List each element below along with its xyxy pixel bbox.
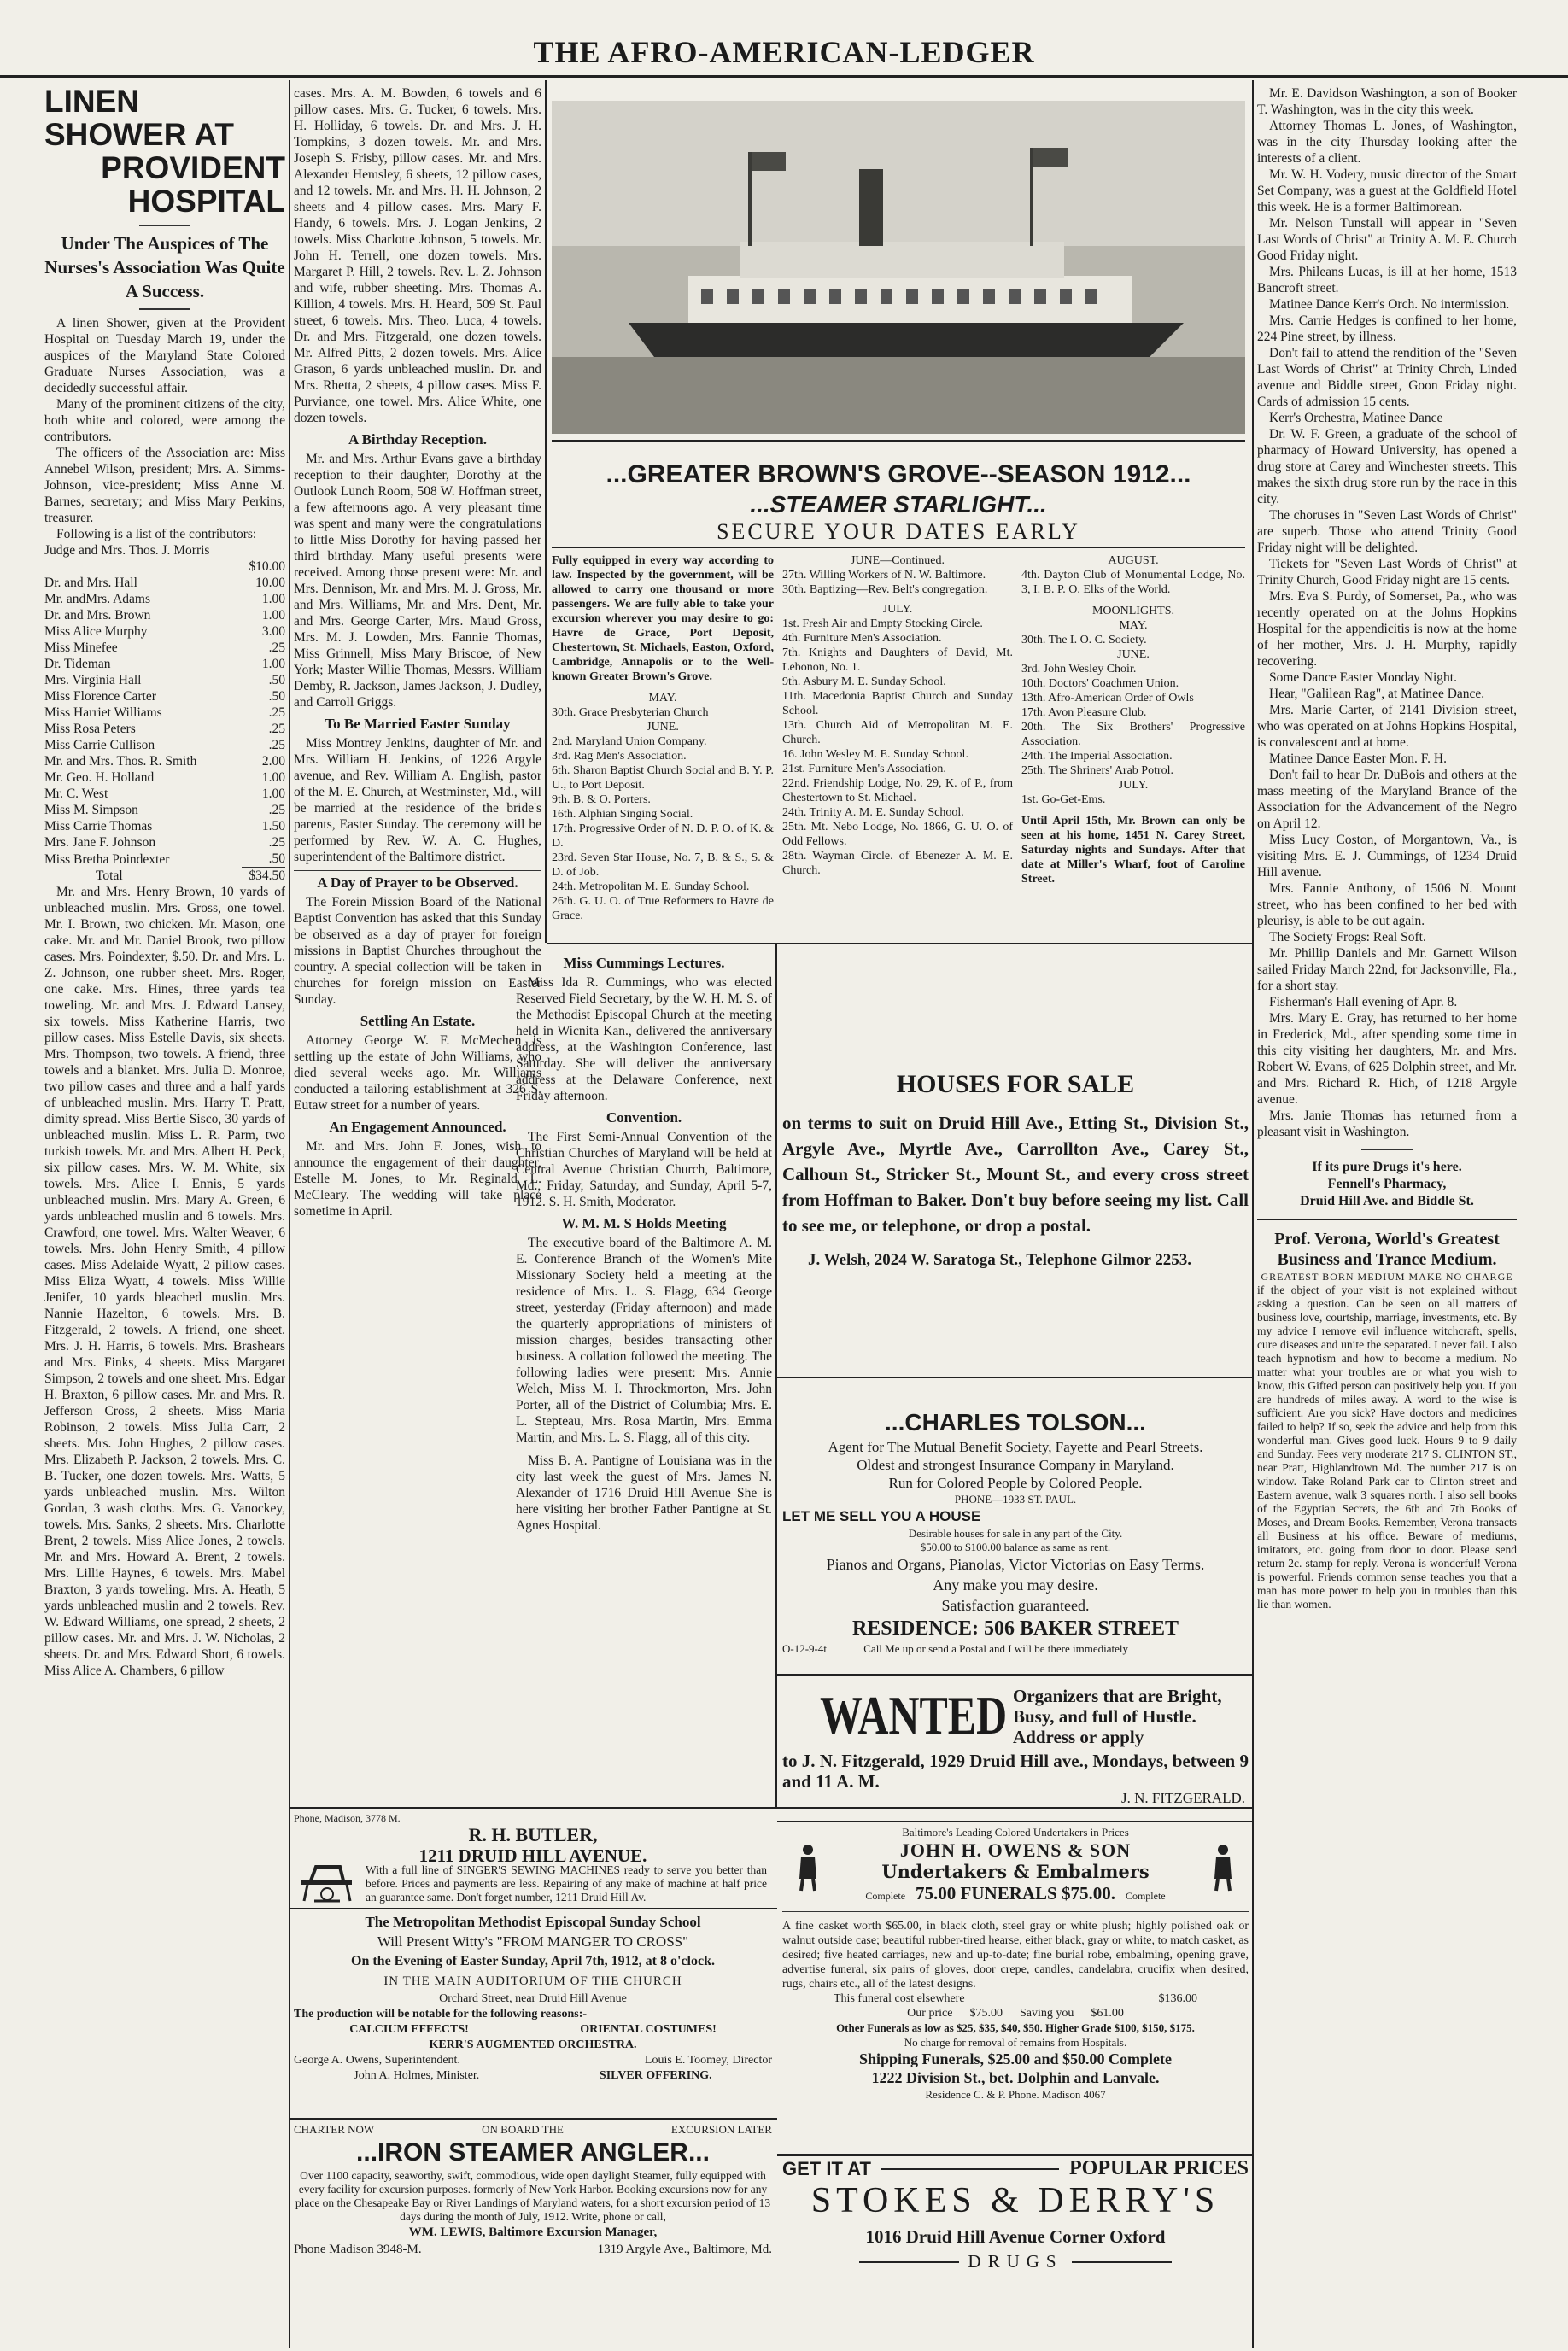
list-item: 16th. Alphian Singing Social.	[552, 808, 693, 821]
table-row-total: Total $34.50	[96, 868, 285, 884]
excursion-tagline: SECURE YOUR DATES EARLY	[717, 519, 1080, 544]
excursion-schedule-col-2	[782, 553, 1013, 929]
owens-trade: Undertakers & Embalmers	[881, 1861, 1150, 1882]
list-item: 1st. Go-Get-Ems.	[1021, 793, 1106, 806]
fennell-line: Fennell's Pharmacy,	[1327, 1177, 1447, 1191]
rule	[552, 547, 1245, 548]
owens-complete: Complete	[1125, 1890, 1166, 1902]
local-item: Mr. E. Davidson Washington, a son of Booker T. Washington, was in the city this week.	[1257, 86, 1517, 117]
owens-shipping: Shipping Funerals, $25.00 and $50.00 Complete	[858, 2050, 1173, 2067]
excursion-schedule-col-3	[1021, 553, 1245, 929]
table-row: Miss Alice Murphy 3.00	[44, 624, 285, 640]
tolson-residence: RESIDENCE: 506 BAKER STREET	[851, 1617, 1179, 1640]
list-item: 17th. Avon Pleasure Club.	[1021, 706, 1147, 719]
table-row: Miss Minefee .25	[44, 640, 285, 656]
butler-body: With a full line of SINGER'S SEWING MACHINES ready to serve you better than before. Prices and payments are less. Repairing of any make of machine at half price an guarantee same. Don't forget number, 1211 Druid Hill Av.	[366, 1863, 767, 1904]
table-row: Dr. and Mrs. Brown 1.00	[44, 608, 285, 623]
list-item: 24th. Trinity A. M. E. Sunday School.	[782, 806, 964, 819]
verona-head: Prof. Verona, World's Greatest Business and Trance Medium.	[1274, 1230, 1500, 1269]
owens-save-price: $61.00	[1091, 2007, 1124, 2020]
divider	[139, 225, 190, 226]
list-item: 4th. Dayton Club of Monumental Lodge, No. 3, I. B. P. O. Elks of the World.	[1021, 569, 1245, 596]
rule	[777, 1674, 1252, 1676]
local-item: Mr. W. H. Vodery, music director of the Smart Set Company, was a guest at the Goldfield Hotel this week. He is a former Baltimorean.	[1257, 167, 1517, 214]
divider	[782, 1911, 1249, 1912]
list-item: 10th. Doctors' Coachmen Union.	[1021, 677, 1179, 690]
engagement-head: An Engagement Announced.	[329, 1119, 506, 1135]
local-item: Mrs. Carrie Hedges is confined to her home, 224 Pine street, by illness.	[1257, 313, 1517, 344]
excursion-schedule-col-1	[552, 553, 774, 929]
list-item: 28th. Wayman Circle. of Ebenezer A. M. E. Church.	[782, 850, 1013, 877]
table-row: Miss Carrie Cullison .25	[44, 738, 285, 753]
tolson-call: Call Me up or send a Postal and I will be there immediately	[863, 1642, 1129, 1655]
owens-save-label: Saving you	[1019, 2007, 1074, 2020]
list-item: 26th. G. U. O. of True Reformers to Havre de Grace.	[552, 895, 774, 922]
angler-signature: WM. LEWIS, Baltimore Excursion Manager,	[408, 2225, 658, 2239]
married-head: To Be Married Easter Sunday	[325, 716, 511, 732]
angler-ad	[294, 2123, 772, 2347]
table-row: $10.00	[249, 559, 285, 575]
excursion-headline: ...GREATER BROWN'S GROVE--SEASON 1912...	[606, 460, 1191, 488]
list-item: 27th. Willing Workers of N. W. Baltimore.	[782, 569, 986, 582]
month-head: AUGUST.	[1108, 554, 1159, 567]
wanted-body: to J. N. Fitzgerald, 1929 Druid Hill ave., Mondays, between 9 and 11 A. M.	[782, 1751, 1249, 1792]
tolson-line: Pianos and Organs, Pianolas, Victor Victorias on Easy Terms.	[826, 1556, 1205, 1573]
headline-line-2: PROVIDENT HOSPITAL	[101, 149, 285, 219]
local-item: Mrs. Marie Carter, of 2141 Division street, who was operated on at Johns Hopkins Hospital, is convalescent and at home.	[1257, 703, 1517, 750]
table-row: Judge and Mrs. Thos. J. Morris	[44, 543, 210, 559]
local-item: Don't fail to attend the rendition of the "Seven Last Words of Christ" at Trinity Chrch, Linded avenue and Biddle street, Goon Friday night. Cards of admission 15 cents.	[1257, 346, 1517, 409]
divider	[859, 2261, 959, 2263]
column-1	[44, 85, 285, 2348]
tolson-line: Satisfaction guaranteed.	[941, 1597, 1090, 1614]
paragraph: Following is a list of the contributors:	[56, 527, 257, 542]
local-item: Mrs. Janie Thomas has returned from a pleasant visit in Washington.	[1257, 1108, 1517, 1139]
list-item: 3rd. Rag Men's Association.	[552, 750, 687, 763]
local-item: Mrs. Phileans Lucas, is ill at her home, 1513 Bancroft street.	[1257, 265, 1517, 295]
local-item: Dr. W. F. Green, a graduate of the school of pharmacy of Howard University, has opened a drug store at Carey and Winchester streets. This makes the sixth drug store run by the race in this city.	[1257, 427, 1517, 506]
month-head: MAY.	[1119, 619, 1148, 632]
methodist-line: Orchard Street, near Druid Hill Avenue	[439, 1992, 627, 2005]
butler-name: R. H. BUTLER,	[468, 1824, 598, 1845]
local-item: Miss Lucy Coston, of Morgantown, Va., is visiting Mrs. E. J. Cummings, of 1234 Druid Hill avenue.	[1257, 833, 1517, 880]
table-row: Miss Florence Carter .50	[44, 689, 285, 705]
steamer-illustration	[552, 101, 1245, 434]
methodist-line: SILVER OFFERING.	[599, 2069, 712, 2082]
butler-ad	[294, 1812, 772, 1906]
owens-our-label: Our price	[907, 2007, 953, 2020]
list-item: 24th. The Imperial Association.	[1021, 750, 1173, 763]
list-item: 13th. Church Aid of Metropolitan M. E. Church.	[782, 719, 1013, 746]
excursion-header	[552, 459, 1245, 545]
table-row: Mr. and Mrs. Thos. R. Smith 2.00	[44, 754, 285, 769]
list-item: 21st. Furniture Men's Association.	[782, 763, 946, 775]
angler-later: EXCURSION LATER	[670, 2123, 772, 2136]
tolson-line: Desirable houses for sale in any part of the City.	[908, 1527, 1123, 1540]
methodist-line: On the Evening of Easter Sunday, April 7th, 1912, at 8 o'clock.	[351, 1954, 715, 1968]
tolson-head: ...CHARLES TOLSON...	[885, 1409, 1146, 1436]
headline-line-1: LINEN SHOWER AT	[44, 84, 234, 152]
masthead-rule	[0, 75, 1568, 78]
pallbearer-icon	[782, 1841, 834, 1892]
local-item: Mrs. Fannie Anthony, of 1506 N. Mount street, who has been confined to her bed with pleurisy, is able to be out again.	[1257, 881, 1517, 928]
cummings-head: Miss Cummings Lectures.	[563, 955, 725, 971]
methodist-line: The production will be notable for the following reasons:-	[294, 2008, 588, 2021]
owens-our-price: $75.00	[969, 2007, 1003, 2020]
tolson-line: Any make you may desire.	[933, 1576, 1098, 1594]
list-item: 22nd. Friendship Lodge, No. 29, K. of P., from Chestertown to St. Michael.	[782, 777, 1013, 804]
wms-head: W. M. M. S Holds Meeting	[561, 1215, 727, 1231]
owens-else-label: This funeral cost elsewhere	[834, 1992, 965, 2005]
local-item: Mrs. Mary E. Gray, has returned to her home in Frederick, Md., after spending some time in this city visiting her daughters, Mr. and Mrs. Robert W. Evans, of 625 Dolphin street, and Mr. and Mrs. Richard R. Hich, of 1218 Argyle avenue.	[1257, 1011, 1517, 1107]
masthead: THE AFRO-AMERICAN-LEDGER	[533, 35, 1035, 69]
owens-top: Baltimore's Leading Colored Undertakers in Prices	[902, 1826, 1129, 1839]
pallbearer-icon	[1197, 1841, 1249, 1892]
month-head: JULY.	[882, 603, 913, 616]
table-row: Miss Carrie Thomas 1.50	[44, 819, 285, 834]
houses-head: HOUSES FOR SALE	[896, 1070, 1135, 1098]
local-item: Matinee Dance Easter Mon. F. H.	[1269, 752, 1447, 766]
month-head: JULY.	[1118, 779, 1149, 792]
tolson-code: O-12-9-4t	[782, 1642, 827, 1655]
paragraph: A linen Shower, given at the Provident Hospital on Tuesday March 19, under the auspices of the Maryland State Colored Graduate Nurses Association, was a decidedly successful affair.	[44, 316, 285, 396]
methodist-ad	[294, 1913, 772, 2114]
column-rule	[1252, 80, 1254, 2348]
local-item: Mr. Nelson Tunstall will appear in "Seven Last Words of Christ" at Trinity A. M. E. Church Good Friday night.	[1257, 216, 1517, 263]
prayer-head: A Day of Prayer to be Observed.	[294, 870, 541, 891]
birthday-body: Mr. and Mrs. Arthur Evans gave a birthday reception to their daughter, Dorothy at the Outlook Lunch Room, 508 W. Hoffman street, a few afternoons ago. A very pleasant time was spent and many were the congratulations to little Miss Dorothy for having passed her third birthday. Many useful presents were received. Among those present were: Mr. and Mrs. Dennison, Mr. and Mrs. M. J. Gross, Mr. and Mrs. Williams, Mr. and Mrs. Dent, Mr. and Mrs. George Carter, Mrs. Maud Gross, Mrs. M. J. Lowden, Mrs. Fannie Thomas, Miss Grinnell, Miss Mary Briscoe, of New York; Master Willie Thomas, Messrs. William Demby, R. Jackson, James Jackson, J. Dudley, and Carroll Griggs.	[294, 452, 541, 710]
contributors-table	[44, 542, 285, 884]
owens-body: A fine casket worth $65.00, in black cloth, steel gray or white plush; highly polished oak or walnut outside case; beautiful rubber-tired hearse, either black, gray or white, to match casket, as desired; five heated carriages, new and up-to-date; fine burial robe, embalming, opening grave, advertise funeral, six pairs of gloves, door crepe, candles, candelabra, crucifix when desired, rugs, chairs etc., all of the latest designs.	[782, 1920, 1249, 1991]
local-item: Don't fail to hear Dr. DuBois and others at the mass meeting of the Maryland Brance of the Association for the Advancement of the Negro on April 12.	[1257, 768, 1517, 831]
divider	[1072, 2261, 1172, 2263]
methodist-line: CALCIUM EFFECTS!	[349, 2023, 469, 2036]
stokes-get: GET IT AT	[782, 2158, 871, 2179]
cummings-body: Miss Ida R. Cummings, who was elected Reserved Field Secretary, by the W. H. M. S. of the Methodist Episcopal Church at the meeting held in Wicnita Kan., delivered the anniversary address, at the Washington Conference, last Saturday. She will deliver the anniversary address at the Delaware Conference, next Friday afternoon.	[516, 975, 772, 1103]
wanted-ad	[782, 1682, 1249, 1806]
owens-funerals: 75.00 FUNERALS $75.00.	[916, 1883, 1115, 1904]
wanted-big: WANTED	[820, 1685, 1008, 1746]
rule	[290, 1807, 1252, 1809]
methodist-line: Will Present Witty's "FROM MANGER TO CROSS"	[377, 1933, 689, 1950]
methodist-head: The Metropolitan Methodist Episcopal Sunday School	[365, 1914, 701, 1930]
owens-ad	[782, 1826, 1249, 2150]
angler-charter: CHARTER NOW	[294, 2123, 375, 2136]
angler-body: Over 1100 capacity, seaworthy, swift, commodious, wide open daylight Steamer, fully equipped with every facility for excursion purposes. formerly of New York Harbor. Booking excursions now for any place on the Chesapeake Bay or River Landings of Maryland waters, for a short excursion period of 13 days during the month of July, 1912. Write, phone or call,	[295, 2169, 771, 2223]
owens-other: Other Funerals as low as $25, $35, $40, $50. Higher Grade $100, $150, $175.	[836, 2021, 1195, 2034]
tolson-ad	[782, 1407, 1249, 1672]
month-head: JUNE.	[647, 721, 679, 734]
local-item: Hear, "Galilean Rag", at Matinee Dance.	[1269, 687, 1485, 701]
stokes-name: STOKES & DERRY'S	[810, 2181, 1220, 2220]
month-head: MOONLIGHTS.	[1091, 605, 1175, 617]
local-item: Matinee Dance Kerr's Orch. No intermission.	[1269, 297, 1510, 312]
column-6	[1257, 85, 1517, 2348]
table-row: Mrs. Virginia Hall .50	[44, 673, 285, 688]
table-row: Miss M. Simpson .25	[44, 803, 285, 818]
birthday-head: A Birthday Reception.	[348, 431, 487, 447]
paragraph: Many of the prominent citizens of the city, both white and colored, were among the contributors.	[44, 397, 285, 445]
married-body: Miss Montrey Jenkins, daughter of Mr. and Mrs. William H. Jenkins, of 1226 Argyle avenue, and Rev. William A. English, pastor of the M. E. Church, at Westminster, Md., will be married at the residence of the bride's parents, Easter Sunday. The ceremony will be performed by Rev. W. A. C. Hughes, superintendent of the Baltimore district.	[294, 736, 541, 864]
stokes-ad	[782, 2157, 1249, 2347]
angler-phone: Phone Madison 3948-M.	[294, 2243, 422, 2256]
sewing-machine-icon	[297, 1863, 357, 1903]
list-item: 20th. The Six Brothers' Progressive Association.	[1021, 721, 1245, 748]
houses-signature: J. Welsh, 2024 W. Saratoga St., Telephone Gilmor 2253.	[808, 1251, 1192, 1269]
fennell-line: If its pure Drugs it's here.	[1312, 1160, 1462, 1174]
rule	[552, 440, 1245, 442]
divider	[139, 308, 190, 310]
tolson-line: Agent for The Mutual Benefit Society, Fayette and Pearl Streets.	[828, 1439, 1203, 1455]
local-item: Fisherman's Hall evening of Apr. 8.	[1269, 995, 1458, 1009]
engagement-body: Mr. and Mrs. John F. Jones, wish to announce the engagement of their daughter, Estelle M. Jones, to Mr. Reginald L. McCleary. The wedding will take place sometime in April.	[294, 1139, 541, 1219]
list-item: 4th. Furniture Men's Association.	[782, 632, 942, 645]
list-item: 11th. Macedonia Baptist Church and Sunday School.	[782, 690, 1013, 717]
estate-head: Settling An Estate.	[360, 1013, 476, 1029]
list-item: 24th. Metropolitan M. E. Sunday School.	[552, 880, 750, 893]
paragraph: The officers of the Association are: Miss Annebel Wilson, president; Mrs. A. Simms-Johnson, vice-president; Miss Anne M. Barnes, secretary; and Miss Mary Perkins, treasurer.	[44, 446, 285, 526]
local-item: Mrs. Eva S. Purdy, of Somerset, Pa., who was recently operated on at the Johns Hopkins Hospital for the appendicitis is now at the home of her mother, Mrs. J. H. Murphy, rapidly recovering.	[1257, 589, 1517, 669]
month-head: JUNE—Continued.	[850, 554, 945, 567]
list-item: 2nd. Maryland Union Company.	[552, 735, 707, 748]
table-row: Dr. Tideman 1.00	[44, 657, 285, 672]
divider	[1257, 1219, 1517, 1220]
list-item: 7th. Knights and Daughters of David, Mt. Lebonon, No. 1.	[782, 646, 1013, 674]
divider	[881, 2168, 1059, 2170]
rule	[547, 943, 1252, 944]
owens-complete: Complete	[865, 1890, 906, 1902]
local-item: Kerr's Orchestra, Matinee Dance	[1269, 411, 1443, 425]
tolson-line: Run for Colored People by Colored People.	[888, 1475, 1143, 1491]
wms-body: The executive board of the Baltimore A. M. E. Conference Branch of the Women's Mite Missionary Society held a meeting at the residence of Mrs. L. S. Flagg, 634 George street, yesterday (Friday afternoon) and made the quarterly appropriations of ministers of mission charges, besides transacting other business. A collation followed the meeting. The following ladies were present: Mrs. Annie Welch, Miss M. I. Throckmorton, Mrs. John Porter, all of the District of Columbia; Mrs. E. L. Stepteau, Mrs. Rosa Martin, Mrs. Emma Martin, and Mrs. L. S. Flagg, all of this city.	[516, 1236, 772, 1445]
local-item: Mr. Phillip Daniels and Mr. Garnett Wilson sailed Friday March 22nd, for Jacksonville, Fla., for a short stay.	[1257, 946, 1517, 993]
owens-address: 1222 Division St., bet. Dolphin and Lanvale.	[871, 2069, 1160, 2086]
gifts-list-continued: cases. Mrs. A. M. Bowden, 6 towels and 6 pillow cases. Mrs. G. Tucker, 6 towels. Mrs. H. Holliday, 6 towels. Dr. and Mrs. J. H. Tompkins, 3 dozen towels. Mr. and Mrs. Joseph S. Frisby, pillow cases. Mr. and Mrs. Alexander Hemsley, 6 sheets, 12 pillow cases, and 12 towels. Mr. and Mrs. H. H. Johnson, 2 sheets and 4 pillow cases. Mrs. Mary F. Handy, 6 towels. Mrs. J. Logan Jenkins, 2 towels. Miss Charlotte Johnson, 5 towels. Mr. John H. Terrell, one dozen towels. Mrs. Margaret P. Hill, 2 towels. Rev. L. Z. Johnson and wife, rubber sheeting. Mrs. Thomas A. Killion, 4 towels. Mrs. H. Heard, 509 St. Paul street, 6 towels. Mrs. Theo. Luca, 4 towels. Dr. and Mrs. Fitzgerald, one dozen towels. Mr. Alfred Pitts, 2 dozen towels. Mrs. Alice Grason, 6 yards unbleached muslin. Dr. and Mrs. Rhetta, 2 sheets, 4 pillow cases. Miss F. Purviance, one towel. Mrs. Alice White, one dozen towels.	[294, 86, 541, 425]
table-row: Mr. Geo. H. Holland 1.00	[44, 770, 285, 786]
methodist-line: Louis E. Toomey, Director	[644, 2054, 772, 2067]
list-item: 1st. Fresh Air and Empty Stocking Circle.	[782, 617, 983, 630]
list-item: 13th. Afro-American Order of Owls	[1021, 692, 1194, 705]
verona-body: if the object of your visit is not explained without asking a question. Can be seen on all matters of business love, courtship, marriage, investments, etc. By my advice I remove evil influence witchcraft, spells, cure diseases and unite the separated. I never fail. I also teach hypnotism and how to become a medium. No matter what your troubles are or what you wish to know, this Gifted person can positively help you. If you are hundreds of miles away. A word to the wise is sufficient. Are you sick? Have doctors and medicines failed to help? If so, seek the advice and help from this wonderful man. Gives good luck. Hours 9 to 9 daily and Sunday. Fees very moderate 217 S. CLINTON ST., near Pratt, Highlandtown Md. The number 217 is on window. Take Roland Park car to Clinton street and Eastern avenue, walk 3 squares north. I also sell books of the Egyptian Secrets, the 6th and 7th Books of Moses, and Dream Books. Remember, Verona transacts all Business at his office. Beware of mediums, imitators, etc. going from door to door. Please send return 2c. stamp for reply. Verona is wonderful! Verona is powerful. Friends common sense teaches you that a man has more power to help you in troubles than this lie than women.	[1257, 1284, 1517, 1611]
list-item: 30th. The I. O. C. Society.	[1021, 634, 1147, 646]
owens-nocharge: No charge for removal of remains from Hospitals.	[904, 2036, 1127, 2049]
angler-address: 1319 Argyle Ave., Baltimore, Md.	[597, 2243, 772, 2256]
rule	[290, 2118, 777, 2120]
stokes-popular: POPULAR PRICES	[1068, 2157, 1249, 2179]
table-row: Miss Bretha Poindexter .50	[44, 851, 285, 867]
houses-for-sale-ad	[782, 1067, 1249, 1324]
list-item: 6th. Sharon Baptist Church Social and B. Y. P. U., to Port Deposit.	[552, 764, 774, 792]
owens-else-price: $136.00	[1158, 1992, 1197, 2005]
column-rule	[545, 80, 547, 943]
tolson-phone: PHONE—1933 ST. PAUL.	[954, 1493, 1077, 1506]
column-rule	[289, 80, 290, 2348]
pantigne-body: Miss B. A. Pantigne of Louisiana was in the city last week the guest of Mrs. James N. Alexander of 1716 Druid Hill Avenue She is here visiting her brother Father Pantigne at St. Agnes Hospital.	[516, 1453, 772, 1533]
prayer-body: The Forein Mission Board of the National Baptist Convention has asked that this Sunday be observed as a day of prayer for foreign missions in Baptist Churches throughout the country. A special collection will be taken in churches for foreign mission on Easter Sunday.	[294, 895, 541, 1007]
methodist-line: IN THE MAIN AUDITORIUM OF THE CHURCH	[383, 1974, 682, 1988]
stokes-drugs: DRUGS	[968, 2251, 1063, 2272]
convention-body: The First Semi-Annual Convention of the Christian Churches of Maryland will be held at Central Avenue Christian Church, Baltimore, Md., Friday, Saturday, and Sunday, April 5-7, 1912. S. H. Smith, Moderator.	[516, 1130, 772, 1209]
excursion-until: Until April 15th, Mr. Brown can only be seen at his home, 1451 N. Carey Street, Saturday nights and Sundays. After that date at Miller's Wharf, foot of Caroline Street.	[1021, 815, 1245, 886]
houses-body: on terms to suit on Druid Hill Ave., Etting St., Division St., Argyle Ave., Myrtle Ave., Carrollton Ave., Carey St., Calhoun St., Stricker St., Mount St., and every cross street from Hoffman to Baker. Don't buy before seeing my list. Call to see me, or telephone, or drop a postal.	[782, 1113, 1249, 1236]
column-rule	[775, 944, 777, 1807]
tolson-let: LET ME SELL YOU A HOUSE	[782, 1508, 981, 1524]
list-item: 25th. The Shriners' Arab Potrol.	[1021, 764, 1174, 777]
excursion-intro: Fully equipped in every way according to law. Inspected by the government, will be allowed to carry one thousand or more passengers. We are fully able to take your excursion wherever you may desire to go: Havre de Grace, Port Deposit, Chestertown, St. Michaels, Easton, Oxford, Cambridge, Annapolis or to the Well-known Greater Brown's Grove.	[552, 554, 774, 683]
rule	[777, 1377, 1252, 1378]
list-item: 9th. Asbury M. E. Sunday School.	[782, 675, 946, 688]
rule	[777, 1821, 1252, 1822]
owens-name: JOHN H. OWENS & SON	[899, 1839, 1132, 1861]
table-row: Mr. C. West 1.00	[44, 787, 285, 802]
list-item: 30th. Baptizing—Rev. Belt's congregation.	[782, 583, 988, 596]
convention-head: Convention.	[606, 1109, 682, 1126]
owens-residence: Residence C. & P. Phone. Madison 4067	[925, 2088, 1106, 2101]
tolson-line: $50.00 to $100.00 balance as same as rent.	[920, 1541, 1111, 1553]
local-item: The Society Frogs: Real Soft.	[1269, 930, 1426, 944]
butler-phone: Phone, Madison, 3778 M.	[294, 1812, 401, 1824]
table-row: Mr. andMrs. Adams 1.00	[44, 592, 285, 607]
gifts-list: Mr. and Mrs. Henry Brown, 10 yards of unbleached muslin. Mrs. Gross, one towel. Mr. I. Brown, two chicken. Mr. Mason, one cake. Mr. and Mr. Daniel Brook, two pillow cases. Mrs. Poindexter, $.50. Dr. and Mrs. L. Z. Johnson, one rubber sheet. Mrs. Roger, one cake. Mrs. Hines, three yards tea toweling. Mr. and Mrs. J. Edward Lansey, six towels. Miss Katherine Harris, two pillow cases. Miss Estelle Davis, six sheets. Mrs. Thompson, two towels. A friend, three towels and a blanket. Mrs. Julia D. Monroe, two pillow cases and three and a half yards of unbleached muslin. Mrs. Harry T. Pratt, dimity spread. Miss Bertie Sisco, 30 yards of unbleached muslin. Miss L. R. Parm, two turkish towels. Mr. and Mrs. Albert H. Peck, six pillow cases. Mrs. W. M. White, six towels. Mrs. Alice I. Ennis, 5 yards unbleached muslin. Mrs. Mary A. Green, 6 yards unbleached muslin and 6 towels. Mrs. Crawford, one towel. Mrs. Walter Weaver, 6 towels. Mrs. John Henry Smith, 4 pillow cases. Miss Adelaide Wyatt, 2 pillow cases. Miss Eliza Wyatt, 4 towels. Miss Willie Jenifer, 10 yards bleached muslin. Mrs. Nannie Hazelton, 6 towels. Mrs. B. Fitzgerald, 2 towels. A friend, one sheet. Mrs. J. H. Harris, 6 towels. Mrs. Brashears and Mrs. Finks, 4 sheets. Miss Margaret Simpson, 2 towels and one sheet. Mrs. Edgar H. Braxton, 6 pillow cases. Mr. and Mrs. R. Jefferson Cross, 2 sheets. Miss Maria Robinson, 2 towels. Miss Julia Carr, 2 sheets. Mrs. John Hughes, 2 pillow cases. Mrs. Elizabeth P. Jackson, 2 towels. Mrs. C. B. Tucker, one dozen towels. Mrs. Watts, 5 yards unbleached muslin. Mrs. Wilton Gordan, 3 wash cloths. Mrs. G. Vanockey, towels. Mrs. Sanks, 2 sheets. Mrs. Charlotte Brent, 2 towels. Miss Alice Jones, 2 towels. Mr. and Mrs. Howard A. Brent, 2 towels. Mrs. Lillie Haynes, 6 towels. Mrs. Mabel Braxton, 3 yards toweling. Mrs. A. Heath, 5 yards unbleached muslin and 2 towels. Rev. W. Edward Williams, one spread, 2 sheets, 2 pillow cases. Mr. and Mrs. J. W. Nicholas, 2 sheets. Dr. and Mrs. Edward Short, 6 towels. Miss Alice A. Chambers, 6 pillow	[44, 885, 285, 1679]
stokes-address: 1016 Druid Hill Avenue Corner Oxford	[865, 2226, 1166, 2247]
rule	[777, 2154, 1252, 2156]
column-3-news	[516, 950, 772, 1805]
estate-body: Attorney George W. F. McMechen is settling up the estate of John Williams, who died several weeks ago. Mr. Williams conducted a tailoring establishment at 326 S. Eutaw street for a number of years.	[294, 1033, 541, 1113]
list-item: 9th. B. & O. Porters.	[552, 793, 651, 806]
list-item: 30th. Grace Presbyterian Church	[552, 706, 709, 719]
angler-head: ...IRON STEAMER ANGLER...	[356, 2138, 710, 2167]
list-item: 23rd. Seven Star House, No. 7, B. & S., S. & D. of Job.	[552, 851, 774, 879]
local-item: The choruses in "Seven Last Words of Christ" are superb. Those who attend Trinity Good Friday night will be delighted.	[1257, 508, 1517, 555]
fennell-line: Druid Hill Ave. and Biddle St.	[1300, 1194, 1474, 1208]
rule	[290, 1908, 777, 1909]
wanted-side: Organizers that are Bright, Busy, and full of Hustle. Address or apply	[1013, 1686, 1222, 1747]
wanted-signature: J. N. FITZGERALD.	[1121, 1790, 1245, 1806]
column-2	[294, 85, 541, 1219]
tolson-line: Oldest and strongest Insurance Company in Maryland.	[857, 1457, 1174, 1473]
verona-tag: GREATEST BORN MEDIUM MAKE NO CHARGE	[1261, 1271, 1513, 1283]
divider	[1361, 1149, 1413, 1150]
list-item: 17th. Progressive Order of N. D. P. O. of K. & D.	[552, 822, 774, 850]
methodist-line: ORIENTAL COSTUMES!	[580, 2023, 717, 2036]
list-item: 16. John Wesley M. E. Sunday School.	[782, 748, 968, 761]
butler-address: 1211 DRUID HILL AVENUE.	[418, 1845, 647, 1866]
angler-onboard: ON BOARD THE	[482, 2123, 564, 2136]
table-row: Dr. and Mrs. Hall 10.00	[44, 576, 285, 591]
methodist-line: George A. Owens, Superintendent.	[294, 2054, 460, 2067]
table-row: Mrs. Jane F. Johnson .25	[44, 835, 285, 851]
methodist-line: KERR'S AUGMENTED ORCHESTRA.	[429, 2038, 637, 2051]
local-item: Tickets for "Seven Last Words of Christ" at Trinity Church, Good Friday night are 15 cents.	[1257, 557, 1517, 588]
methodist-line: John A. Holmes, Minister.	[354, 2069, 480, 2082]
table-row: Miss Rosa Peters .25	[44, 722, 285, 737]
local-item: Some Dance Easter Monday Night.	[1269, 670, 1457, 685]
list-item: 3rd. John Wesley Choir.	[1021, 663, 1137, 675]
month-head: MAY.	[648, 692, 677, 705]
month-head: JUNE.	[1117, 648, 1150, 661]
linen-shower-subhead: Under The Auspices of The Nurses's Association Was Quite A Success.	[44, 233, 285, 302]
steamer-photo	[552, 101, 1245, 434]
excursion-subheadline: ...STEAMER STARLIGHT...	[750, 491, 1047, 518]
table-row: Miss Harriet Williams .25	[44, 705, 285, 721]
local-item: Attorney Thomas L. Jones, of Washington, was in the city Thursday looking after the interests of a client.	[1257, 119, 1517, 166]
list-item: 25th. Mt. Nebo Lodge, No. 1866, G. U. O. of Odd Fellows.	[782, 821, 1013, 848]
